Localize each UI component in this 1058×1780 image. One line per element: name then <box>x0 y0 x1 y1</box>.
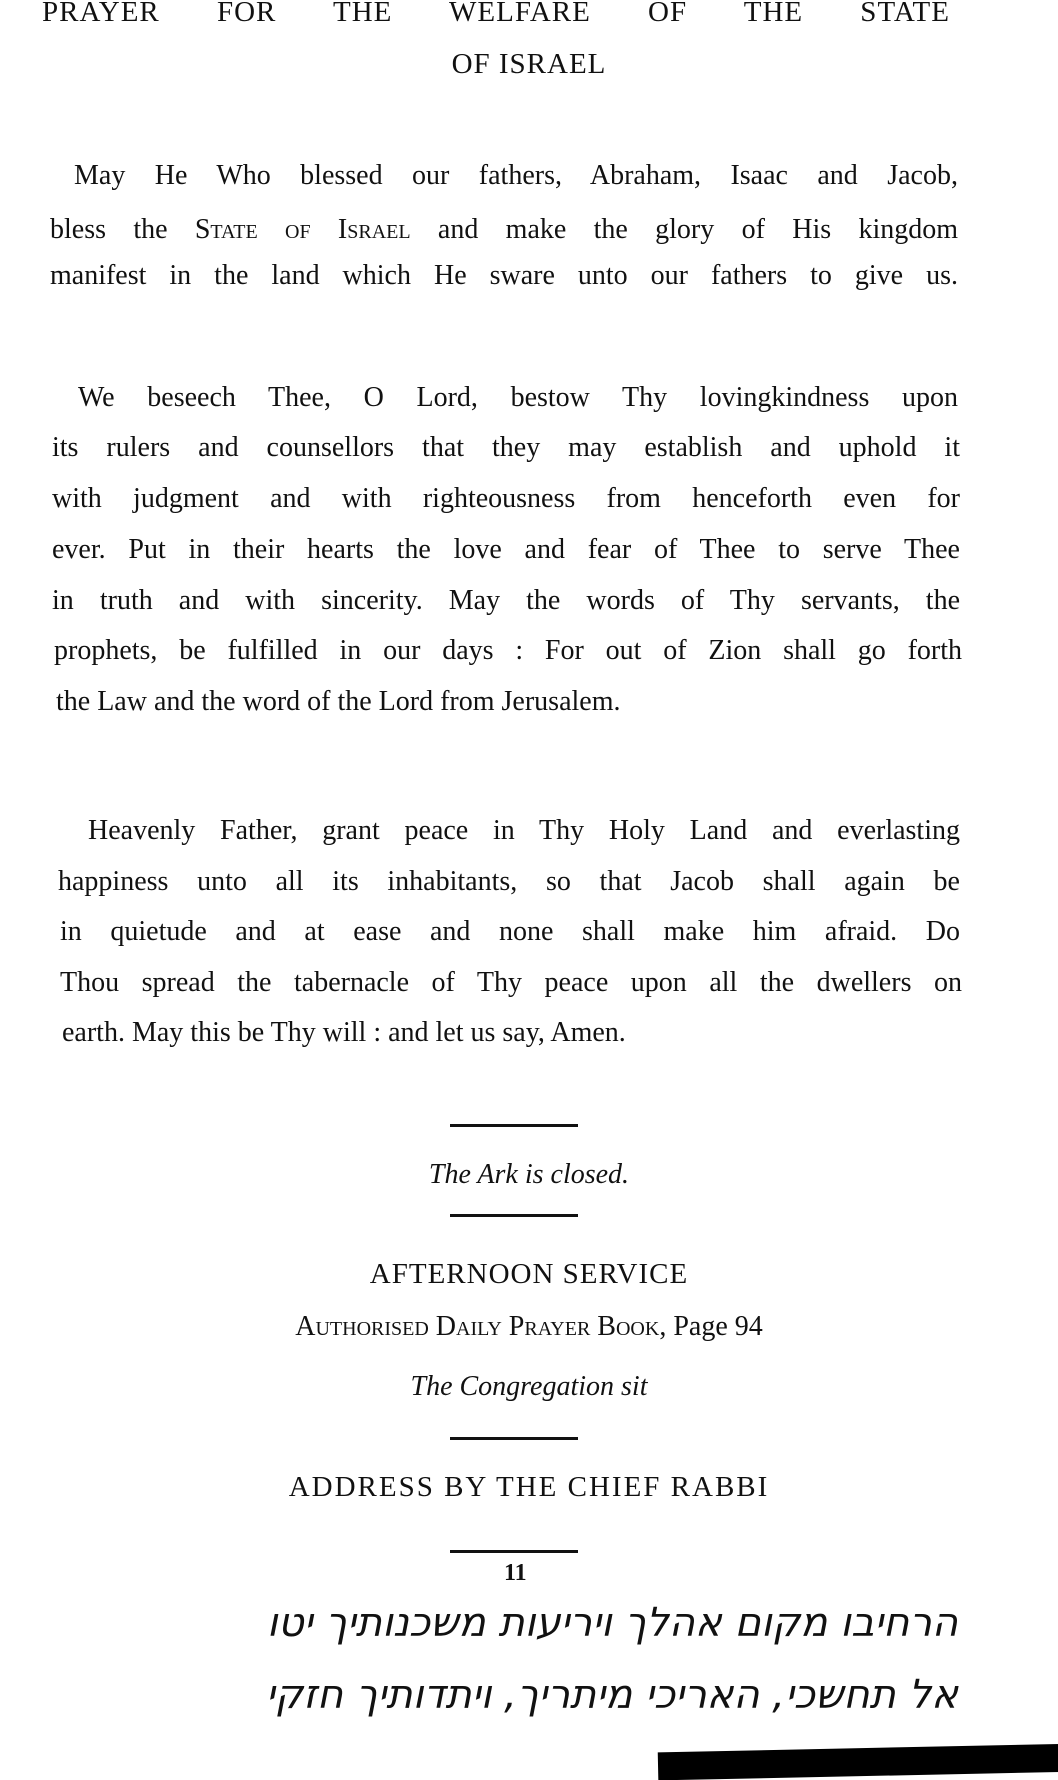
prayer-book-reference <box>0 1309 1058 1345</box>
prayer-book-page: , Page 94 <box>659 1311 763 1342</box>
prayer-book-title: Authorised Daily Prayer Book <box>295 1311 660 1342</box>
address-heading: ADDRESS BY THE CHIEF RABBI <box>288 1471 770 1503</box>
text-line: in quietude and at ease and none shall make him afraid. Do <box>60 916 960 947</box>
handwritten-hebrew-line-1: הרחיבו מקום אהלך ויריעות משכנותיך יטו <box>266 1600 958 1646</box>
page-number: 11 <box>504 1560 527 1586</box>
title-line-1: PRAYER FOR THE WELFARE OF THE STATE <box>42 0 950 28</box>
text-line: happiness unto all its inhabitants, so that Jacob shall again be <box>58 866 960 897</box>
scan-edge-shadow <box>658 1744 1058 1780</box>
text-line: with judgment and with righteousness from henceforth even for <box>52 483 960 514</box>
state-of-israel-smallcaps: State of Israel <box>194 214 411 245</box>
congregation-sit-rubric: The Congregation sit <box>410 1371 648 1402</box>
handwritten-hebrew-line-2: אל תחשכי, האריכי מיתריך, ויתדותיך חזקי <box>265 1672 958 1718</box>
divider-rule <box>450 1550 578 1553</box>
ark-closed-rubric: The Ark is closed. <box>428 1159 630 1190</box>
divider-rule <box>450 1214 578 1217</box>
text-line: earth. May this be Thy will : and let us say, Amen. <box>62 1017 626 1048</box>
text-line <box>50 213 958 247</box>
text-line: in truth and with sincerity. May the words of Thy servants, the <box>52 585 960 616</box>
text-line: ever. Put in their hearts the love and fear of Thee to serve Thee <box>52 534 960 565</box>
text-line: prophets, be fulfilled in our days : For out of Zion shall go forth <box>54 635 962 666</box>
afternoon-service-heading: AFTERNOON SERVICE <box>369 1258 689 1290</box>
divider-rule <box>450 1437 578 1440</box>
text-line: We beseech Thee, O Lord, bestow Thy lovingkindness upon <box>78 382 958 413</box>
text-line: its rulers and counsellors that they may establish and uphold it <box>52 432 960 463</box>
text-line: Thou spread the tabernacle of Thy peace upon all the dwellers on <box>60 967 962 998</box>
title-line-2: OF ISRAEL <box>451 48 607 80</box>
text-span: bless the <box>50 214 195 245</box>
text-line: May He Who blessed our fathers, Abraham, Isaac and Jacob, <box>74 160 958 191</box>
text-line: manifest in the land which He sware unto our fathers to give us. <box>50 260 958 291</box>
text-line: the Law and the word of the Lord from Jerusalem. <box>56 686 621 717</box>
text-span: and make the glory of His kingdom <box>410 214 959 245</box>
text-line: Heavenly Father, grant peace in Thy Holy Land and everlasting <box>88 815 960 846</box>
divider-rule <box>450 1124 578 1127</box>
